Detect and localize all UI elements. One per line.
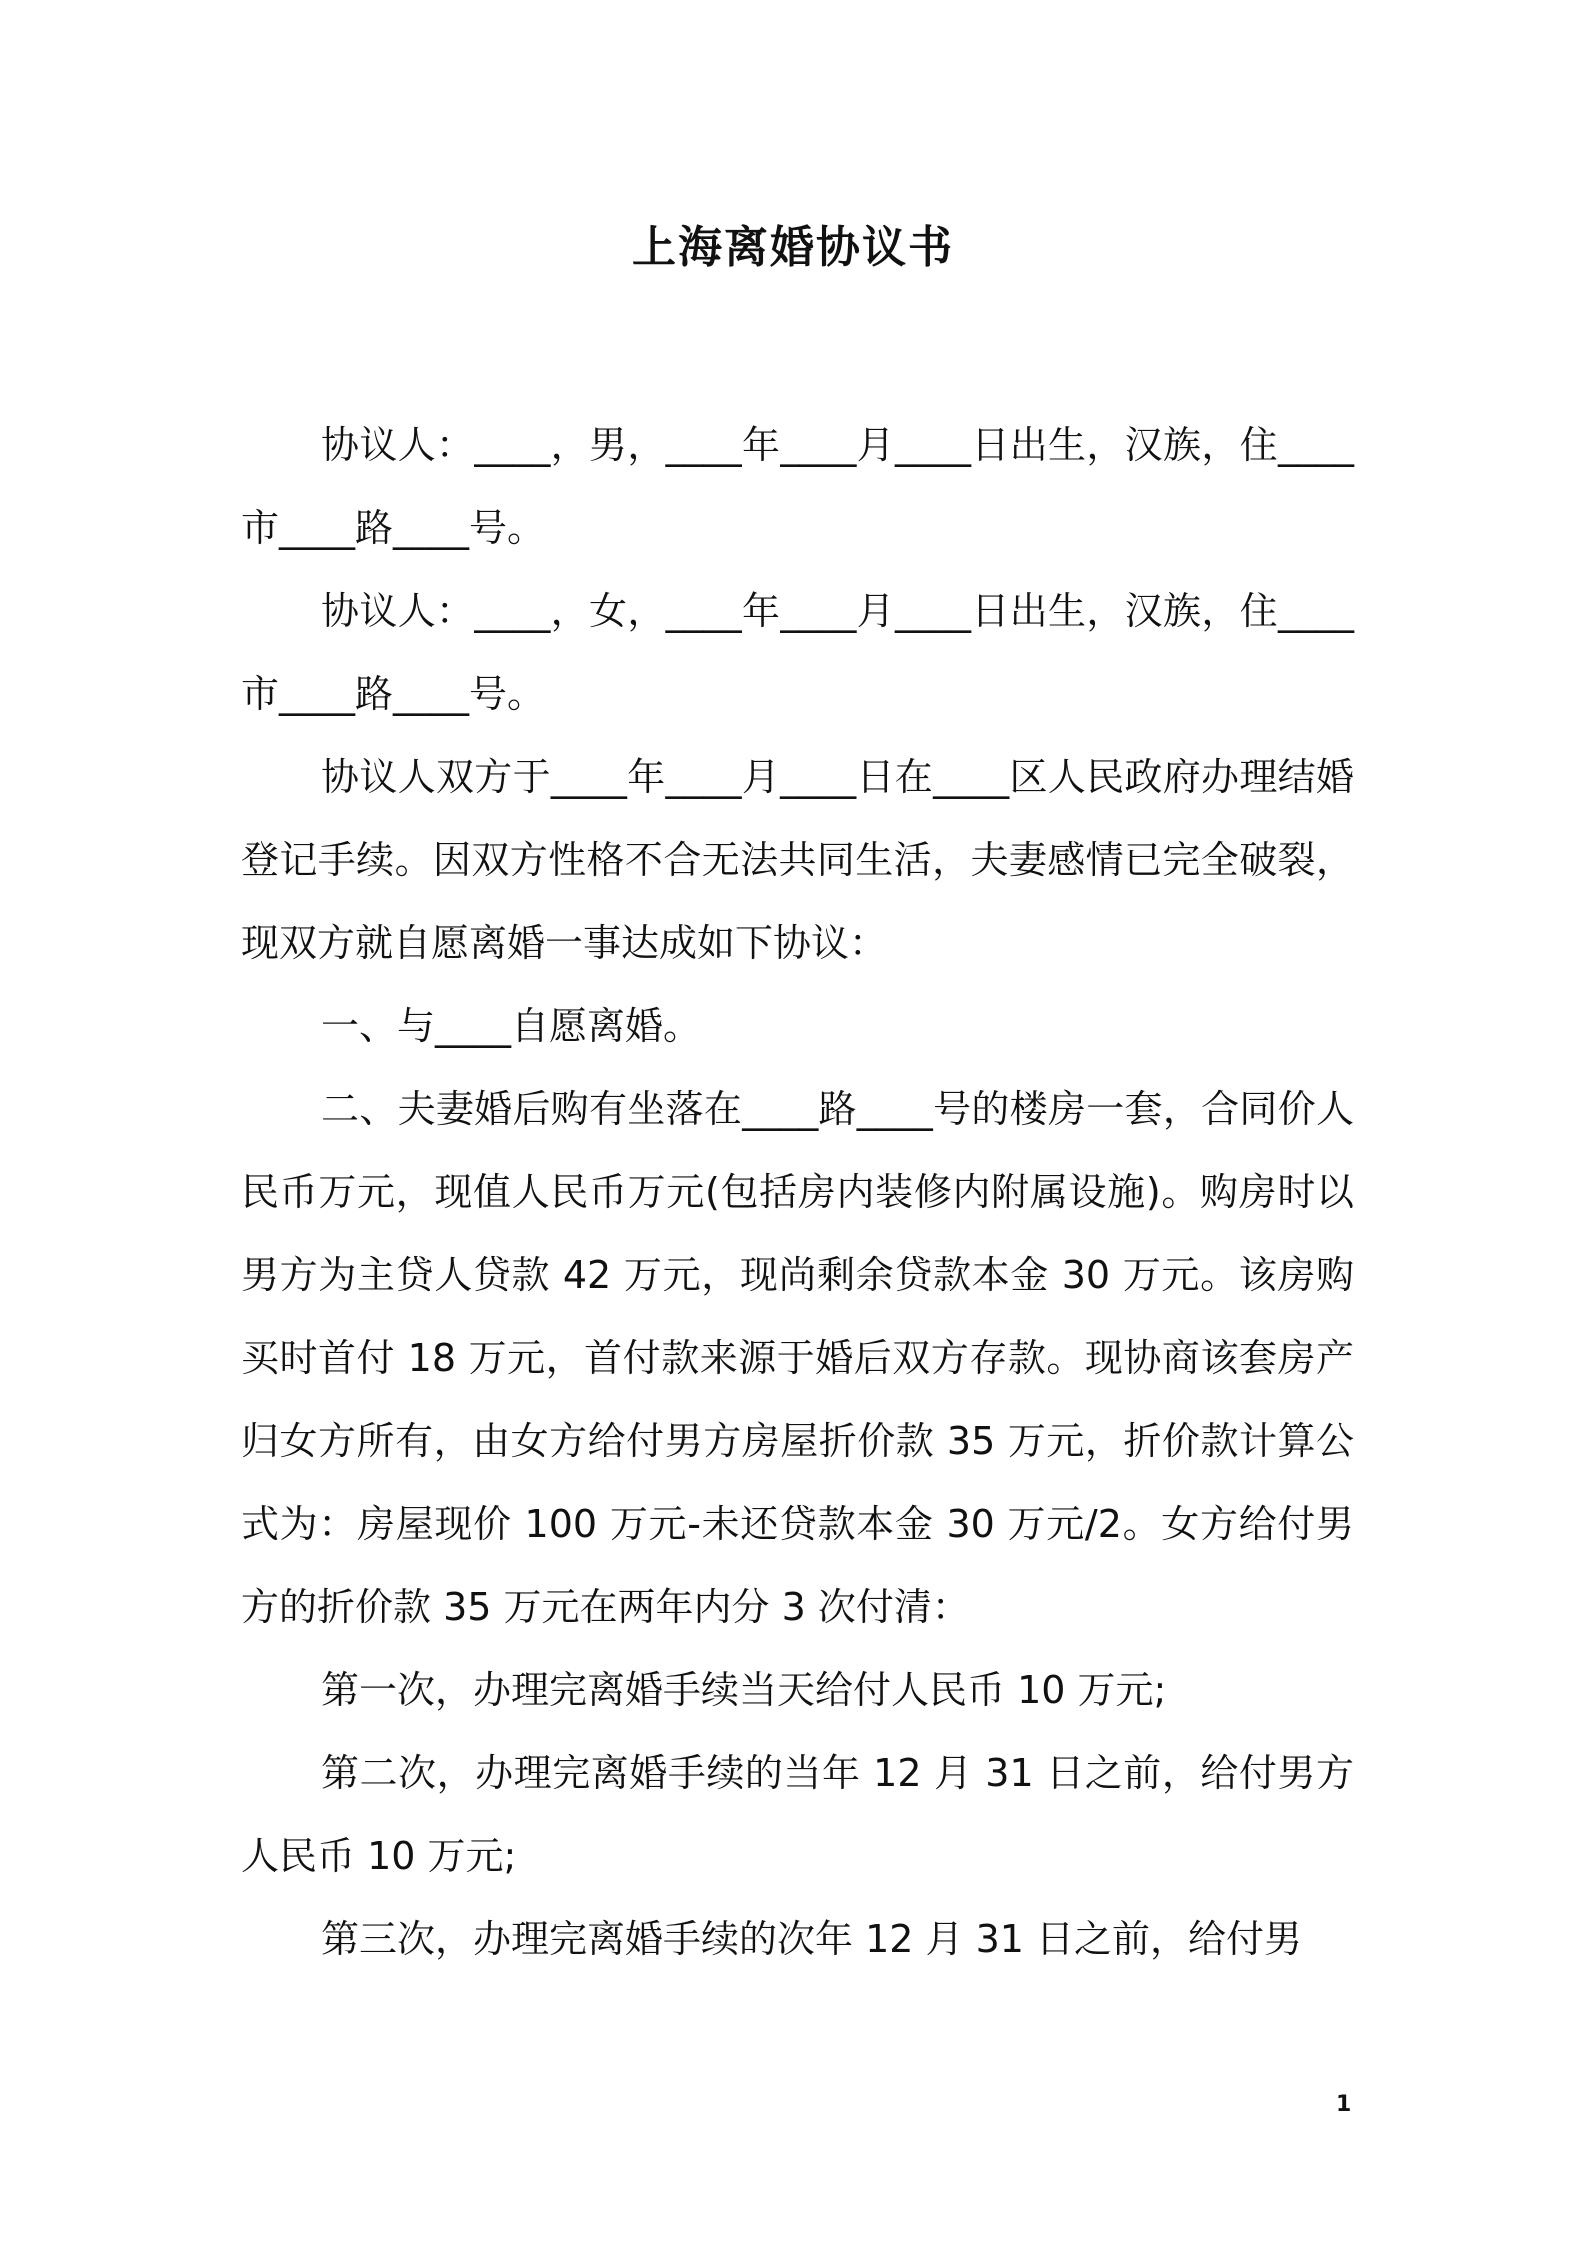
paragraph-marriage-registration: 协议人双方于____年____月____日在____区人民政府办理结婚登记手续。因双方性格不合无法共同生活，夫妻感情已完全破裂，现双方就自愿离婚一事达成如下协议： <box>241 755 1354 965</box>
paragraph-payment-1: 第一次，办理完离婚手续当天给付人民币 10 万元; <box>321 1668 1167 1712</box>
page-number: 1 <box>1336 2092 1352 2117</box>
paragraph-party-female: 协议人：____，女，____年____月____日出生，汉族，住____市____路____号。 <box>241 589 1354 716</box>
paragraph-clause-1: 一、与____自愿离婚。 <box>321 1004 702 1048</box>
paragraph-payment-3: 第三次，办理完离婚手续的次年 12 月 31 日之前，给付男 <box>321 1917 1303 1961</box>
document-body <box>241 404 1354 1981</box>
paragraph-party-male: 协议人：____，男，____年____月____日出生，汉族，住____市____路____号。 <box>241 423 1354 550</box>
paragraph-payment-2: 第二次，办理完离婚手续的当年 12 月 31 日之前，给付男方人民币 10 万元; <box>241 1751 1354 1878</box>
paragraph-clause-2: 二、夫妻婚后购有坐落在____路____号的楼房一套，合同价人民币万元，现值人民币万元(包括房内装修内附属设施)。购房时以男方为主贷人贷款 42 万元，现尚剩余贷款本金 30 万元。该房购买时首付 18 万元，首付款来源于婚后双方存款。现协商该套房产归女方所有，由女方给付男方房屋折价款 35 万元，折价款计算公式为：房屋现价 100 万元-未还贷款本金 30 万元/2。女方给付男方的折价款 35 万元在两年内分 3 次付清： <box>241 1087 1354 1629</box>
document-title: 上海离婚协议书 <box>632 222 954 273</box>
